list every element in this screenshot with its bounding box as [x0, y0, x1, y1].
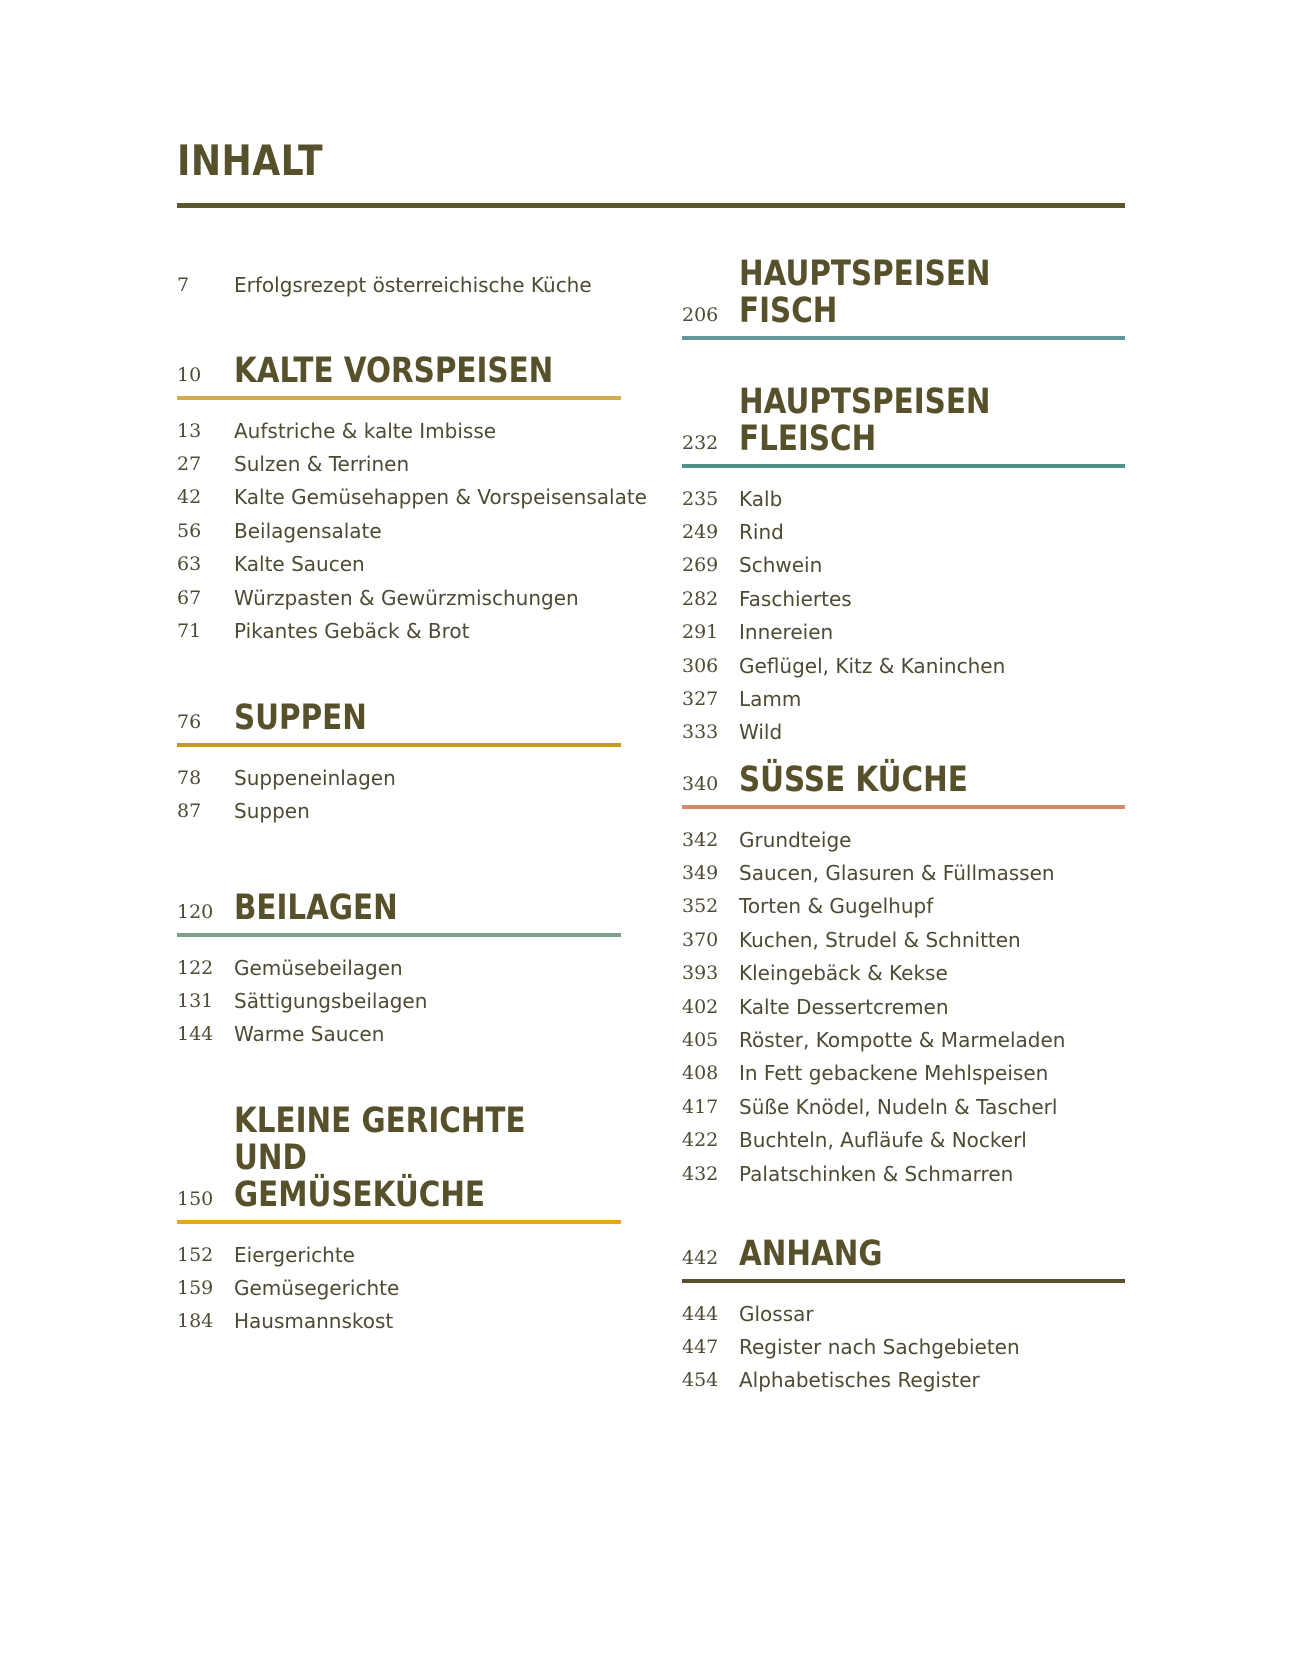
entry-label: Röster, Kompotte & Marmeladen: [739, 1028, 1066, 1053]
entry-page-number: 342: [682, 828, 719, 851]
entry-page-number: 444: [682, 1302, 719, 1325]
entry-label: Innereien: [739, 620, 834, 645]
section-heading[interactable]: [682, 762, 1125, 799]
entry-label: Warme Saucen: [234, 1022, 385, 1047]
toc-entry[interactable]: [177, 761, 621, 794]
section-title: KLEINE GERICHTE UND GEMÜSEKÜCHE: [234, 1101, 526, 1215]
entry-page-number: 13: [177, 419, 202, 442]
entry-page-number: 71: [177, 620, 202, 643]
entry-label: Süße Knödel, Nudeln & Tascherl: [739, 1094, 1058, 1119]
toc-entry[interactable]: [177, 1305, 621, 1338]
entry-page-number: 184: [177, 1310, 214, 1333]
section-entries: [177, 414, 647, 648]
entry-label: Saucen, Glasuren & Füllmassen: [739, 861, 1055, 886]
entry-label: Register nach Sachgebieten: [739, 1335, 1020, 1360]
toc-entry[interactable]: [682, 1023, 1125, 1056]
section-page-number: 120: [177, 901, 214, 923]
entry-page-number: 282: [682, 587, 719, 610]
section-divider: [682, 805, 1125, 809]
entry-page-number: 327: [682, 688, 719, 711]
entry-label: Kuchen, Strudel & Schnitten: [739, 927, 1021, 952]
section-heading[interactable]: [177, 890, 621, 927]
toc-entry[interactable]: [682, 823, 1125, 856]
toc-entry[interactable]: [682, 1297, 1125, 1330]
section-entries: [682, 823, 1125, 1190]
toc-entry[interactable]: [682, 682, 1125, 715]
section-divider: [177, 1220, 621, 1224]
entry-label: Suppeneinlagen: [234, 765, 396, 790]
section-page-number: 442: [682, 1247, 719, 1269]
toc-entry[interactable]: [177, 794, 621, 827]
toc-entry[interactable]: [682, 1157, 1125, 1190]
entry-page-number: 408: [682, 1062, 719, 1085]
section-title: HAUPTSPEISEN FISCH: [739, 254, 991, 331]
intro-page-number: 7: [177, 274, 190, 296]
section-divider: [177, 933, 621, 937]
toc-entry[interactable]: [177, 951, 621, 984]
section-title: BEILAGEN: [234, 888, 398, 928]
section-divider: [177, 743, 621, 747]
section-title: ANHANG: [739, 1234, 883, 1274]
entry-page-number: 42: [177, 486, 202, 509]
toc-entry[interactable]: [682, 1364, 1125, 1397]
toc-entry[interactable]: [682, 482, 1125, 515]
section-kleine-gerichte-und-gemüseküche: [177, 1103, 621, 1338]
toc-entry[interactable]: [177, 414, 621, 447]
entry-page-number: 291: [682, 621, 719, 644]
entry-label: Geflügel, Kitz & Kaninchen: [739, 653, 1006, 678]
entry-label: Kalte Dessertcremen: [739, 994, 949, 1019]
section-suppen: [177, 700, 621, 828]
entry-label: Kalb: [739, 486, 783, 511]
section-page-number: 340: [682, 773, 719, 795]
entry-page-number: 370: [682, 928, 719, 951]
toc-entry[interactable]: [682, 923, 1125, 956]
entry-page-number: 352: [682, 895, 719, 918]
entry-page-number: 63: [177, 553, 202, 576]
entry-page-number: 393: [682, 962, 719, 985]
entry-label: Grundteige: [739, 827, 852, 852]
section-anhang: [682, 1236, 1125, 1397]
entry-page-number: 144: [177, 1023, 214, 1046]
section-hauptspeisen-fleisch: [682, 384, 1125, 749]
section-page-number: 150: [177, 1188, 214, 1210]
section-beilagen: [177, 890, 621, 1051]
toc-entry[interactable]: [177, 581, 621, 614]
entry-page-number: 249: [682, 521, 719, 544]
section-entries: [682, 1297, 1125, 1397]
toc-entry[interactable]: [177, 548, 621, 581]
toc-entry[interactable]: [177, 984, 621, 1017]
toc-entry[interactable]: [682, 1124, 1125, 1157]
entry-label: Glossar: [739, 1301, 814, 1326]
entry-page-number: 87: [177, 800, 202, 823]
section-divider: [177, 396, 621, 400]
entry-page-number: 402: [682, 995, 719, 1018]
toc-entry[interactable]: [177, 614, 621, 647]
entry-label: Wild: [739, 720, 783, 745]
section-hauptspeisen-fisch: [682, 256, 1125, 340]
entry-label: Sulzen & Terrinen: [234, 452, 410, 477]
entry-page-number: 417: [682, 1095, 719, 1118]
entry-page-number: 432: [682, 1162, 719, 1185]
entry-page-number: 27: [177, 453, 202, 476]
toc-entry[interactable]: [682, 1090, 1125, 1123]
entry-label: Gemüsebeilagen: [234, 955, 403, 980]
section-title: KALTE VORSPEISEN: [234, 351, 554, 391]
section-kalte-vorspeisen: [177, 351, 647, 648]
entry-label: Kleingebäck & Kekse: [739, 961, 948, 986]
section-title: HAUPTSPEISEN FLEISCH: [739, 382, 991, 459]
section-title: SÜSSE KÜCHE: [739, 760, 968, 800]
section-page-number: 76: [177, 711, 202, 733]
toc-entry[interactable]: [682, 856, 1125, 889]
entry-page-number: 454: [682, 1369, 719, 1392]
section-heading[interactable]: [177, 1103, 621, 1214]
intro-label: Erfolgsrezept österreichische Küche: [234, 273, 592, 297]
intro-entry[interactable]: [177, 273, 592, 297]
toc-entry[interactable]: [177, 514, 621, 547]
entry-label: Beilagensalate: [234, 518, 382, 543]
entry-page-number: 333: [682, 721, 719, 744]
entry-label: Kalte Gemüsehappen & Vorspeisensalate: [234, 485, 647, 510]
section-heading[interactable]: [682, 384, 1125, 458]
entry-label: Sättigungsbeilagen: [234, 989, 428, 1014]
toc-entry[interactable]: [682, 1057, 1125, 1090]
entry-page-number: 78: [177, 766, 202, 789]
entry-label: Faschiertes: [739, 586, 852, 611]
section-divider: [682, 336, 1125, 340]
toc-entry[interactable]: [177, 1018, 621, 1051]
title-divider: [177, 203, 1125, 208]
entry-label: Aufstriche & kalte Imbisse: [234, 418, 497, 443]
entry-label: Palatschinken & Schmarren: [739, 1161, 1014, 1186]
entry-label: Alphabetisches Register: [739, 1368, 980, 1393]
toc-entry[interactable]: [682, 716, 1125, 749]
entry-label: Pikantes Gebäck & Brot: [234, 619, 470, 644]
toc-entry[interactable]: [682, 990, 1125, 1023]
section-heading[interactable]: [177, 353, 621, 390]
toc-entry[interactable]: [177, 1271, 621, 1304]
section-page-number: 232: [682, 432, 719, 454]
toc-entry[interactable]: [177, 447, 621, 480]
section-heading[interactable]: [177, 700, 621, 737]
entry-label: Schwein: [739, 553, 823, 578]
toc-entry[interactable]: [682, 649, 1125, 682]
entry-label: In Fett gebackene Mehlspeisen: [739, 1061, 1049, 1086]
section-page-number: 10: [177, 364, 202, 386]
entry-page-number: 447: [682, 1336, 719, 1359]
entry-label: Kalte Saucen: [234, 552, 365, 577]
entry-page-number: 349: [682, 862, 719, 885]
entry-label: Torten & Gugelhupf: [739, 894, 934, 919]
entry-page-number: 306: [682, 654, 719, 677]
entry-label: Suppen: [234, 799, 310, 824]
entry-page-number: 422: [682, 1129, 719, 1152]
entry-label: Lamm: [739, 687, 802, 712]
toc-entry[interactable]: [682, 582, 1125, 615]
toc-entry[interactable]: [682, 549, 1125, 582]
toc-entry[interactable]: [682, 1330, 1125, 1363]
toc-entry[interactable]: [682, 890, 1125, 923]
entry-page-number: 405: [682, 1029, 719, 1052]
entry-label: Rind: [739, 520, 784, 545]
section-divider: [682, 464, 1125, 468]
toc-entry[interactable]: [682, 616, 1125, 649]
entry-page-number: 152: [177, 1243, 214, 1266]
section-title: SUPPEN: [234, 698, 367, 738]
section-heading[interactable]: [682, 1236, 1125, 1273]
toc-entry[interactable]: [682, 515, 1125, 548]
toc-entry[interactable]: [177, 1238, 621, 1271]
entry-page-number: 159: [177, 1277, 214, 1300]
toc-entry[interactable]: [682, 957, 1125, 990]
section-page-number: 206: [682, 304, 719, 326]
entry-label: Hausmannskost: [234, 1309, 394, 1334]
entry-page-number: 235: [682, 487, 719, 510]
section-süsse-küche: [682, 762, 1125, 1190]
entry-label: Buchteln, Aufläufe & Nockerl: [739, 1128, 1027, 1153]
section-entries: [177, 761, 621, 828]
toc-entry[interactable]: [177, 481, 647, 514]
section-heading[interactable]: [682, 256, 1125, 330]
section-entries: [177, 951, 621, 1051]
entry-page-number: 269: [682, 554, 719, 577]
entry-page-number: 131: [177, 990, 214, 1013]
entry-page-number: 122: [177, 956, 214, 979]
entry-page-number: 56: [177, 519, 202, 542]
page-title: INHALT: [177, 136, 324, 185]
entry-page-number: 67: [177, 586, 202, 609]
section-entries: [177, 1238, 621, 1338]
section-entries: [682, 482, 1125, 749]
section-divider: [682, 1279, 1125, 1283]
entry-label: Eiergerichte: [234, 1242, 355, 1267]
entry-label: Würzpasten & Gewürzmischungen: [234, 585, 579, 610]
entry-label: Gemüsegerichte: [234, 1276, 400, 1301]
